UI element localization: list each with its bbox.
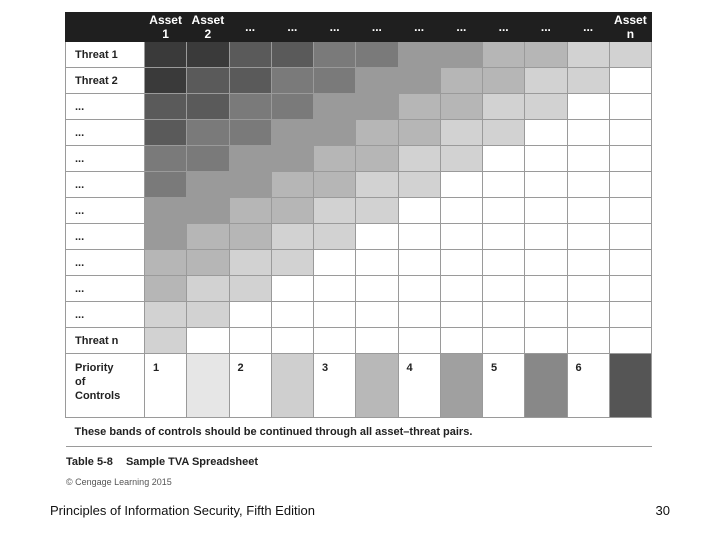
table-header-row: [66, 13, 652, 42]
table-row: [66, 94, 652, 120]
priority-cell: [145, 224, 187, 250]
priority-cell: [314, 198, 356, 224]
row-label: ...: [66, 302, 145, 328]
table-row: [66, 120, 652, 146]
priority-band-cell: [398, 354, 440, 418]
priority-number: 2: [237, 362, 244, 374]
priority-cell: [525, 120, 567, 146]
priority-cell: [314, 328, 356, 354]
row-label: ...: [66, 146, 145, 172]
priority-number: 1: [153, 362, 160, 374]
priority-cell: [440, 42, 482, 68]
priority-cell: [525, 198, 567, 224]
priority-cell: [567, 198, 609, 224]
priority-cell: [229, 302, 271, 328]
note-row: [66, 418, 652, 447]
priority-cell: [229, 276, 271, 302]
priority-band-cell: [187, 354, 229, 418]
footer-book-title: Principles of Information Security, Fifth Edition: [50, 503, 315, 518]
priority-cell: [398, 250, 440, 276]
priority-cell: [483, 146, 525, 172]
table-row: [66, 224, 652, 250]
priority-cell: [229, 94, 271, 120]
column-header: Asset 2: [187, 13, 229, 42]
table-row: [66, 302, 652, 328]
row-label: Threat n: [66, 328, 145, 354]
row-label: ...: [66, 198, 145, 224]
table-note: These bands of controls should be continued through all asset–threat pairs.: [66, 418, 652, 447]
priority-cell: [229, 68, 271, 94]
priority-cell: [525, 146, 567, 172]
priority-cell: [398, 224, 440, 250]
priority-cell: [525, 94, 567, 120]
priority-cell: [398, 68, 440, 94]
priority-cell: [314, 94, 356, 120]
priority-cell: [525, 328, 567, 354]
priority-cell: [525, 224, 567, 250]
priority-cell: [398, 146, 440, 172]
table-row: [66, 42, 652, 68]
table-row: [66, 146, 652, 172]
priority-cell: [398, 42, 440, 68]
priority-cell: [271, 328, 313, 354]
priority-cell: [609, 328, 651, 354]
priority-cell: [356, 120, 398, 146]
priority-cell: [609, 198, 651, 224]
priority-cell: [609, 302, 651, 328]
priority-cell: [398, 276, 440, 302]
priority-cell: [398, 94, 440, 120]
priority-cell: [440, 68, 482, 94]
row-label: ...: [66, 172, 145, 198]
priority-cell: [398, 328, 440, 354]
priority-cell: [314, 68, 356, 94]
priority-cell: [271, 224, 313, 250]
priority-cell: [187, 302, 229, 328]
row-label: Threat 1: [66, 42, 145, 68]
priority-cell: [145, 250, 187, 276]
copyright-line: © Cengage Learning 2015: [66, 477, 172, 487]
table-caption: [66, 456, 258, 468]
priority-cell: [271, 146, 313, 172]
priority-cell: [356, 146, 398, 172]
table-body: [66, 42, 652, 447]
priority-cell: [145, 94, 187, 120]
priority-cell: [356, 224, 398, 250]
priority-cell: [525, 42, 567, 68]
priority-number: 3: [322, 362, 329, 374]
priority-cell: [356, 42, 398, 68]
priority-cell: [187, 224, 229, 250]
priority-cell: [145, 328, 187, 354]
priority-cell: [356, 172, 398, 198]
priority-cell: [440, 276, 482, 302]
priority-cell: [398, 120, 440, 146]
priority-cell: [440, 146, 482, 172]
priority-cell: [271, 172, 313, 198]
table-row: [66, 198, 652, 224]
priority-cell: [187, 42, 229, 68]
priority-cell: [229, 224, 271, 250]
priority-cell: [314, 172, 356, 198]
priority-cell: [229, 328, 271, 354]
priority-cell: [567, 250, 609, 276]
column-header: Asset n: [609, 13, 651, 42]
column-header: ...: [271, 13, 313, 42]
priority-cell: [145, 146, 187, 172]
priority-cell: [356, 328, 398, 354]
caption-title: Sample TVA Spreadsheet: [125, 456, 258, 468]
column-header: Asset 1: [145, 13, 187, 42]
header-corner-cell: [66, 13, 145, 42]
priority-cell: [567, 276, 609, 302]
priority-cell: [145, 68, 187, 94]
priority-label: Priority of Controls: [66, 354, 145, 418]
priority-cell: [271, 42, 313, 68]
priority-cell: [609, 120, 651, 146]
priority-cell: [483, 276, 525, 302]
priority-cell: [145, 276, 187, 302]
priority-cell: [314, 120, 356, 146]
column-header: ...: [314, 13, 356, 42]
priority-cell: [609, 276, 651, 302]
priority-cell: [229, 250, 271, 276]
tva-spreadsheet-figure: [65, 12, 652, 440]
priority-cell: [398, 198, 440, 224]
priority-cell: [440, 250, 482, 276]
priority-cell: [440, 198, 482, 224]
priority-number: 5: [491, 362, 498, 374]
table-row: [66, 276, 652, 302]
priority-cell: [567, 68, 609, 94]
priority-band-cell: [440, 354, 482, 418]
priority-band-cell: [271, 354, 313, 418]
row-label: ...: [66, 276, 145, 302]
priority-cell: [525, 68, 567, 94]
column-header: ...: [398, 13, 440, 42]
priority-cell: [229, 42, 271, 68]
priority-cell: [145, 302, 187, 328]
row-label: ...: [66, 94, 145, 120]
priority-cell: [567, 328, 609, 354]
priority-row: [66, 354, 652, 418]
priority-cell: [567, 224, 609, 250]
priority-cell: [483, 120, 525, 146]
priority-cell: [271, 68, 313, 94]
priority-cell: [356, 250, 398, 276]
tva-table: [65, 12, 652, 447]
priority-cell: [145, 172, 187, 198]
priority-band-cell: [483, 354, 525, 418]
priority-cell: [609, 250, 651, 276]
priority-cell: [356, 302, 398, 328]
priority-cell: [483, 302, 525, 328]
priority-cell: [567, 120, 609, 146]
row-label: ...: [66, 250, 145, 276]
priority-cell: [440, 302, 482, 328]
priority-cell: [314, 250, 356, 276]
priority-cell: [483, 68, 525, 94]
priority-cell: [567, 302, 609, 328]
priority-cell: [483, 94, 525, 120]
page-number: 30: [655, 503, 670, 518]
priority-number: 4: [406, 362, 413, 374]
priority-band-cell: [356, 354, 398, 418]
priority-cell: [356, 276, 398, 302]
caption-number: Table 5-8: [66, 456, 113, 468]
priority-cell: [398, 302, 440, 328]
priority-cell: [314, 302, 356, 328]
row-label: Threat 2: [66, 68, 145, 94]
priority-cell: [356, 198, 398, 224]
priority-cell: [187, 276, 229, 302]
priority-cell: [609, 172, 651, 198]
priority-cell: [229, 146, 271, 172]
row-label: ...: [66, 120, 145, 146]
priority-cell: [229, 198, 271, 224]
priority-cell: [187, 172, 229, 198]
priority-cell: [567, 94, 609, 120]
priority-cell: [271, 198, 313, 224]
column-header: ...: [567, 13, 609, 42]
priority-cell: [440, 172, 482, 198]
priority-cell: [187, 198, 229, 224]
table-row: [66, 328, 652, 354]
priority-cell: [314, 42, 356, 68]
priority-cell: [271, 276, 313, 302]
priority-cell: [271, 302, 313, 328]
priority-cell: [525, 276, 567, 302]
priority-cell: [440, 328, 482, 354]
priority-cell: [609, 94, 651, 120]
priority-cell: [187, 120, 229, 146]
priority-cell: [609, 42, 651, 68]
priority-cell: [187, 250, 229, 276]
priority-cell: [398, 172, 440, 198]
priority-cell: [145, 198, 187, 224]
column-header: ...: [356, 13, 398, 42]
priority-cell: [440, 120, 482, 146]
priority-cell: [525, 250, 567, 276]
priority-cell: [483, 224, 525, 250]
row-label: ...: [66, 224, 145, 250]
priority-band-cell: [567, 354, 609, 418]
priority-band-cell: [609, 354, 651, 418]
priority-cell: [314, 276, 356, 302]
priority-cell: [356, 68, 398, 94]
priority-cell: [229, 120, 271, 146]
priority-cell: [525, 172, 567, 198]
priority-cell: [271, 94, 313, 120]
priority-cell: [525, 302, 567, 328]
priority-cell: [271, 120, 313, 146]
priority-cell: [483, 198, 525, 224]
priority-cell: [483, 250, 525, 276]
column-header: ...: [483, 13, 525, 42]
column-header: ...: [525, 13, 567, 42]
priority-cell: [187, 328, 229, 354]
priority-band-cell: [314, 354, 356, 418]
priority-cell: [567, 42, 609, 68]
column-header: ...: [229, 13, 271, 42]
priority-cell: [187, 146, 229, 172]
priority-cell: [483, 172, 525, 198]
priority-cell: [229, 172, 271, 198]
table-row: [66, 250, 652, 276]
priority-cell: [609, 224, 651, 250]
priority-cell: [187, 68, 229, 94]
priority-cell: [567, 172, 609, 198]
priority-cell: [314, 146, 356, 172]
table-row: [66, 68, 652, 94]
priority-cell: [483, 42, 525, 68]
priority-cell: [145, 120, 187, 146]
table-row: [66, 172, 652, 198]
priority-cell: [271, 250, 313, 276]
priority-cell: [483, 328, 525, 354]
priority-cell: [609, 68, 651, 94]
priority-band-cell: [145, 354, 187, 418]
priority-cell: [314, 224, 356, 250]
priority-band-cell: [525, 354, 567, 418]
priority-cell: [440, 224, 482, 250]
priority-cell: [145, 42, 187, 68]
priority-cell: [356, 94, 398, 120]
priority-cell: [567, 146, 609, 172]
priority-cell: [440, 94, 482, 120]
priority-cell: [187, 94, 229, 120]
priority-band-cell: [229, 354, 271, 418]
priority-cell: [609, 146, 651, 172]
priority-number: 6: [575, 362, 582, 374]
column-header: ...: [440, 13, 482, 42]
